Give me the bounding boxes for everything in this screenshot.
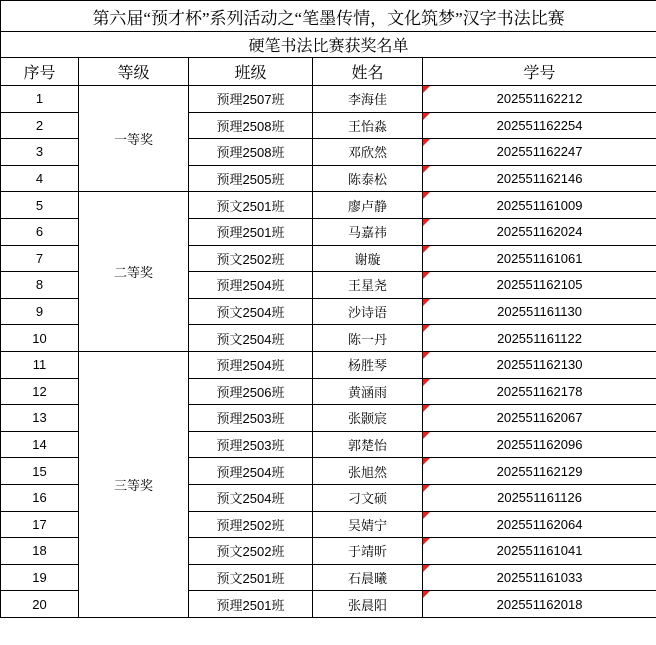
comment-marker-icon [423, 325, 430, 332]
cell-id-text: 202551162178 [496, 383, 583, 399]
cell-class: 预理2508班 [189, 139, 313, 166]
cell-seq: 8 [1, 272, 79, 299]
document-subtitle-row [1, 32, 656, 58]
cell-name: 陈一丹 [313, 325, 423, 352]
cell-id [423, 378, 656, 405]
cell-id-text: 202551161061 [496, 250, 583, 266]
cell-id [423, 298, 656, 325]
comment-marker-icon [423, 166, 430, 173]
cell-class: 预理2506班 [189, 378, 313, 405]
cell-id-text: 202551161122 [497, 330, 582, 346]
cell-seq: 19 [1, 564, 79, 591]
cell-class: 预理2503班 [189, 431, 313, 458]
cell-id-text: 202551162146 [496, 171, 583, 187]
cell-name: 张颢宸 [313, 405, 423, 432]
cell-id-text: 202551162018 [496, 596, 583, 612]
page-subtitle: 硬笔书法比赛获奖名单 [1, 32, 656, 58]
comment-marker-icon [423, 458, 430, 465]
comment-marker-icon [423, 86, 430, 93]
cell-id-text: 202551162130 [496, 357, 583, 373]
cell-name: 邓欣然 [313, 139, 423, 166]
column-header-name: 姓名 [313, 58, 423, 86]
cell-class: 预文2504班 [189, 484, 313, 511]
comment-marker-icon [423, 272, 430, 279]
cell-id [423, 272, 656, 299]
cell-class: 预文2504班 [189, 298, 313, 325]
cell-id-text: 202551161130 [497, 304, 582, 320]
cell-id [423, 218, 656, 245]
table-body [1, 1, 656, 618]
cell-seq: 7 [1, 245, 79, 272]
cell-name: 谢璇 [313, 245, 423, 272]
cell-id-text: 202551162212 [496, 91, 583, 107]
comment-marker-icon [423, 299, 430, 306]
cell-id [423, 591, 656, 618]
cell-name: 张晨阳 [313, 591, 423, 618]
comment-marker-icon [423, 352, 430, 359]
cell-name: 沙诗语 [313, 298, 423, 325]
cell-id-text: 202551161009 [496, 197, 583, 213]
cell-class: 预文2501班 [189, 564, 313, 591]
comment-marker-icon [423, 485, 430, 492]
cell-seq: 3 [1, 139, 79, 166]
cell-id [423, 325, 656, 352]
cell-id [423, 351, 656, 378]
cell-name: 刁文硕 [313, 484, 423, 511]
cell-id-text: 202551162129 [496, 463, 583, 479]
comment-marker-icon [423, 432, 430, 439]
cell-id-text: 202551162024 [496, 224, 583, 240]
cell-id [423, 86, 656, 113]
cell-seq: 5 [1, 192, 79, 219]
comment-marker-icon [423, 192, 430, 199]
cell-name: 于靖昕 [313, 538, 423, 565]
cell-id [423, 112, 656, 139]
cell-name: 张旭然 [313, 458, 423, 485]
cell-name: 吴婧宁 [313, 511, 423, 538]
cell-seq: 10 [1, 325, 79, 352]
cell-seq: 17 [1, 511, 79, 538]
cell-name: 马嘉祎 [313, 218, 423, 245]
cell-id [423, 139, 656, 166]
cell-class: 预理2503班 [189, 405, 313, 432]
cell-name: 杨胜琴 [313, 351, 423, 378]
cell-id-text: 202551162064 [496, 516, 583, 532]
column-header-seq: 序号 [1, 58, 79, 86]
cell-name: 王怡淼 [313, 112, 423, 139]
cell-id [423, 165, 656, 192]
cell-seq: 20 [1, 591, 79, 618]
cell-id-text: 202551162105 [496, 277, 583, 293]
cell-id [423, 192, 656, 219]
cell-class: 预理2504班 [189, 272, 313, 299]
cell-id [423, 431, 656, 458]
cell-id [423, 458, 656, 485]
cell-id [423, 245, 656, 272]
cell-id [423, 405, 656, 432]
cell-class: 预理2504班 [189, 351, 313, 378]
table-row [1, 86, 656, 113]
cell-id-text: 202551161041 [496, 543, 583, 559]
cell-name: 石晨曦 [313, 564, 423, 591]
comment-marker-icon [423, 591, 430, 598]
cell-name: 郭楚怡 [313, 431, 423, 458]
column-header-id: 学号 [423, 58, 656, 86]
comment-marker-icon [423, 405, 430, 412]
cell-seq: 13 [1, 405, 79, 432]
cell-id-text: 202551162096 [496, 437, 583, 453]
cell-id-text: 202551162067 [496, 410, 583, 426]
table-header-row [1, 58, 656, 86]
cell-id-text: 202551161126 [497, 490, 582, 506]
cell-class: 预理2501班 [189, 591, 313, 618]
comment-marker-icon [423, 113, 430, 120]
cell-seq: 16 [1, 484, 79, 511]
cell-id [423, 511, 656, 538]
cell-seq: 4 [1, 165, 79, 192]
cell-seq: 18 [1, 538, 79, 565]
cell-id [423, 564, 656, 591]
cell-class: 预理2501班 [189, 218, 313, 245]
cell-class: 预文2501班 [189, 192, 313, 219]
table-row [1, 192, 656, 219]
cell-class: 预理2502班 [189, 511, 313, 538]
column-header-class: 班级 [189, 58, 313, 86]
cell-seq: 11 [1, 351, 79, 378]
cell-id-text: 202551161033 [496, 569, 583, 585]
cell-class: 预文2502班 [189, 538, 313, 565]
cell-id-text: 202551162247 [496, 144, 583, 160]
cell-class: 预文2504班 [189, 325, 313, 352]
comment-marker-icon [423, 246, 430, 253]
cell-name: 王星尧 [313, 272, 423, 299]
cell-name: 李海佳 [313, 86, 423, 113]
column-header-level: 等级 [79, 58, 189, 86]
cell-class: 预理2505班 [189, 165, 313, 192]
cell-seq: 12 [1, 378, 79, 405]
page-title: 第六届“预才杯”系列活动之“笔墨传情，文化筑梦”汉字书法比赛 [1, 1, 656, 32]
cell-seq: 6 [1, 218, 79, 245]
comment-marker-icon [423, 538, 430, 545]
cell-seq: 15 [1, 458, 79, 485]
cell-id [423, 538, 656, 565]
cell-name: 黄涵雨 [313, 378, 423, 405]
comment-marker-icon [423, 379, 430, 386]
comment-marker-icon [423, 219, 430, 226]
comment-marker-icon [423, 139, 430, 146]
cell-class: 预理2508班 [189, 112, 313, 139]
cell-id [423, 484, 656, 511]
cell-seq: 1 [1, 86, 79, 113]
comment-marker-icon [423, 565, 430, 572]
document-title-row [1, 1, 656, 32]
table-row [1, 351, 656, 378]
cell-name: 陈泰松 [313, 165, 423, 192]
cell-level: 一等奖 [79, 86, 189, 192]
cell-name: 廖卢静 [313, 192, 423, 219]
cell-id-text: 202551162254 [496, 117, 583, 133]
cell-class: 预理2504班 [189, 458, 313, 485]
cell-seq: 14 [1, 431, 79, 458]
comment-marker-icon [423, 512, 430, 519]
cell-seq: 9 [1, 298, 79, 325]
cell-class: 预文2502班 [189, 245, 313, 272]
cell-level: 二等奖 [79, 192, 189, 352]
cell-level: 三等奖 [79, 351, 189, 617]
cell-class: 预理2507班 [189, 86, 313, 113]
cell-seq: 2 [1, 112, 79, 139]
